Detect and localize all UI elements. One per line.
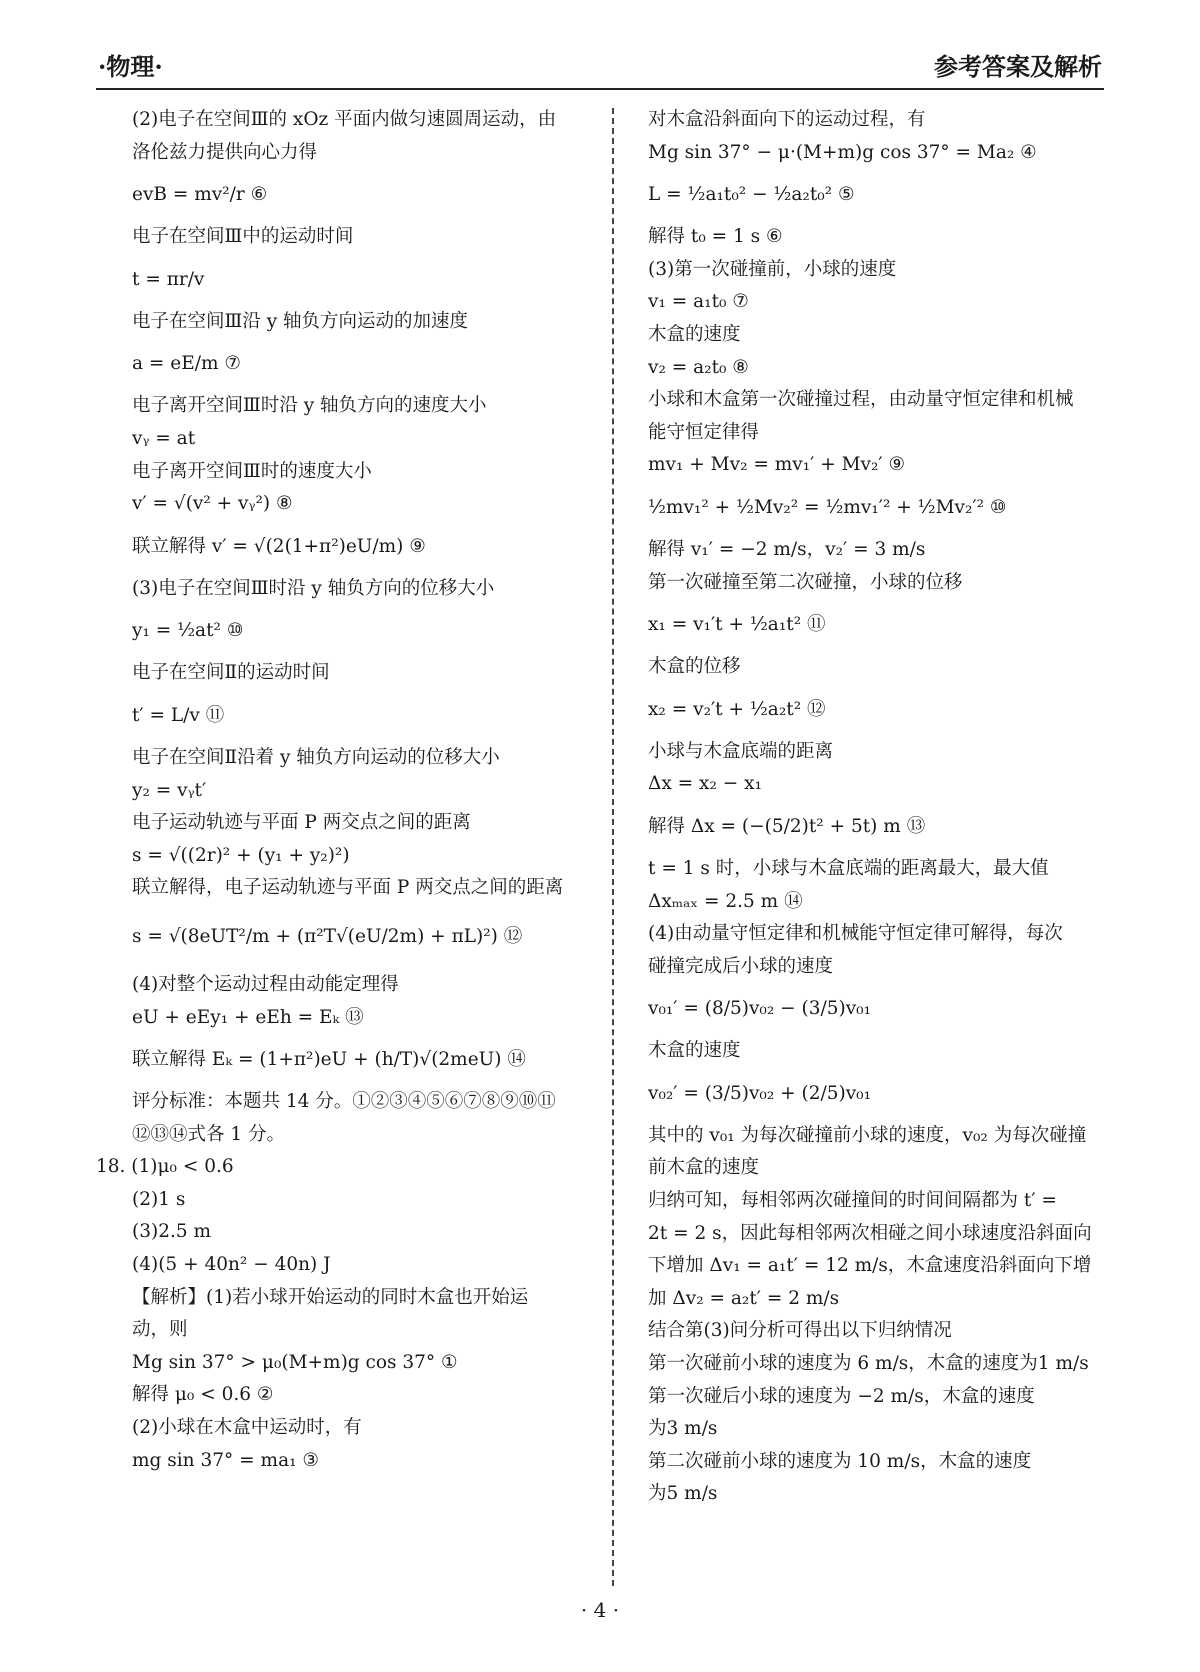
text-line: 电子在空间Ⅱ沿着 y 轴负方向运动的位移大小	[132, 746, 500, 768]
text-line: 解得 t₀ = 1 s ⑥	[648, 226, 783, 248]
text-line: 解得 Δx = (−(5/2)t² + 5t) m ⑬	[648, 815, 926, 837]
text-line: 小球和木盒第一次碰撞过程，由动量守恒定律和机械	[648, 389, 1074, 411]
text-line: 电子在空间Ⅱ的运动时间	[132, 662, 330, 684]
text-line: s = √((2r)² + (y₁ + y₂)²)	[132, 844, 350, 866]
text-line: 木盒的位移	[648, 656, 741, 678]
text-line: 结合第(3)问分析可得出以下归纳情况	[648, 1320, 952, 1342]
text-line: t′ = L/v ⑪	[132, 704, 225, 726]
text-line: Δxₘₐₓ = 2.5 m ⑭	[648, 890, 803, 912]
text-line: (3)电子在空间Ⅲ时沿 y 轴负方向的位移大小	[132, 577, 495, 599]
text-line: 动，则	[132, 1319, 188, 1341]
text-line: s = √(8eUT²/m + (π²T√(eU/2m) + πL)²) ⑫	[132, 925, 523, 947]
text-line: 电子在空间Ⅲ沿 y 轴负方向运动的加速度	[132, 310, 469, 332]
text-line: 前木盒的速度	[648, 1157, 760, 1179]
text-line: 下增加 Δv₁ = a₁t′ = 12 m/s，木盒速度沿斜面向下增	[648, 1255, 1092, 1277]
text-line: 木盒的速度	[648, 323, 741, 345]
text-line: 联立解得，电子运动轨迹与平面 P 两交点之间的距离	[132, 877, 564, 899]
text-line: mv₁ + Mv₂ = mv₁′ + Mv₂′ ⑨	[648, 454, 906, 476]
right-column	[648, 104, 1110, 1511]
text-line: eU + eEy₁ + eEh = Eₖ ⑬	[132, 1006, 364, 1028]
text-line: 电子离开空间Ⅲ时的速度大小	[132, 460, 372, 482]
text-line: ½mv₁² + ½Mv₂² = ½mv₁′² + ½Mv₂′² ⑩	[648, 496, 1007, 518]
text-line: 第一次碰前小球的速度为 6 m/s，木盒的速度为1 m/s	[648, 1353, 1089, 1375]
text-line: 2t = 2 s，因此每相邻两次相碰之间小球速度沿斜面向	[648, 1222, 1092, 1244]
text-line: 碰撞完成后小球的速度	[648, 955, 834, 977]
text-line: x₁ = v₁′t + ½a₁t² ⑪	[648, 614, 826, 636]
text-line: 解得 v₁′ = −2 m/s，v₂′ = 3 m/s	[648, 538, 926, 560]
text-line: 【解析】(1)若小球开始运动的同时木盒也开始运	[132, 1286, 529, 1308]
section-title: 参考答案及解析	[934, 52, 1102, 81]
text-line: 木盒的速度	[648, 1040, 741, 1062]
text-line: 18. (1)μ₀ < 0.6	[96, 1156, 234, 1178]
text-line: 能守恒定律得	[648, 421, 760, 443]
text-line: 第一次碰撞至第二次碰撞，小球的位移	[648, 571, 963, 593]
text-line: evB = mv²/r ⑥	[132, 184, 268, 206]
text-line: ⑫⑬⑭式各 1 分。	[132, 1123, 286, 1145]
text-line: (2)小球在木盒中运动时，有	[132, 1417, 362, 1439]
text-line: 为3 m/s	[648, 1418, 718, 1440]
text-line: 其中的 v₀₁ 为每次碰撞前小球的速度，v₀₂ 为每次碰撞	[648, 1124, 1087, 1146]
text-line: (3)2.5 m	[132, 1221, 212, 1243]
text-line: y₁ = ½at² ⑩	[132, 620, 244, 642]
text-line: y₂ = vᵧt′	[132, 779, 207, 801]
text-line: t = πr/v	[132, 268, 205, 290]
text-line: 电子在空间Ⅲ中的运动时间	[132, 226, 354, 248]
text-line: 第一次碰后小球的速度为 −2 m/s，木盒的速度	[648, 1385, 1035, 1407]
text-line: (4)对整个运动过程由动能定理得	[132, 973, 399, 995]
text-line: 洛伦兹力提供向心力得	[132, 141, 318, 163]
text-line: 电子运动轨迹与平面 P 两交点之间的距离	[132, 812, 471, 834]
page-header	[96, 48, 1104, 90]
text-line: x₂ = v₂′t + ½a₂t² ⑫	[648, 698, 826, 720]
text-line: 联立解得 v′ = √(2(1+π²)eU/m) ⑨	[132, 535, 426, 557]
text-line: Mg sin 37° > μ₀(M+m)g cos 37° ①	[132, 1351, 458, 1373]
text-line: 归纳可知，每相邻两次碰撞间的时间间隔都为 t′ =	[648, 1190, 1057, 1212]
text-line: (2)1 s	[132, 1188, 186, 1210]
text-line: v₁ = a₁t₀ ⑦	[648, 291, 749, 313]
text-line: mg sin 37° = ma₁ ③	[132, 1449, 319, 1471]
text-line: Mg sin 37° − μ·(M+m)g cos 37° = Ma₂ ④	[648, 141, 1037, 163]
text-line: 第二次碰前小球的速度为 10 m/s，木盒的速度	[648, 1450, 1032, 1472]
text-line: t = 1 s 时，小球与木盒底端的距离最大，最大值	[648, 857, 1049, 879]
text-line: 解得 μ₀ < 0.6 ②	[132, 1384, 274, 1406]
text-line: 评分标准：本题共 14 分。①②③④⑤⑥⑦⑧⑨⑩⑪	[132, 1091, 556, 1113]
text-line: v₂ = a₂t₀ ⑧	[648, 356, 749, 378]
text-line: 小球与木盒底端的距离	[648, 740, 834, 762]
text-line: (4)(5 + 40n² − 40n) J	[132, 1254, 331, 1276]
text-line: v′ = √(v² + vᵧ²) ⑧	[132, 493, 293, 515]
text-line: 电子离开空间Ⅲ时沿 y 轴负方向的速度大小	[132, 395, 487, 417]
column-divider	[612, 108, 614, 1586]
text-line: v₀₂′ = (3/5)v₀₂ + (2/5)v₀₁	[648, 1082, 871, 1104]
text-line: (2)电子在空间Ⅲ的 xOz 平面内做匀速圆周运动，由	[132, 109, 557, 130]
text-line: v₀₁′ = (8/5)v₀₂ − (3/5)v₀₁	[648, 998, 871, 1020]
text-line: Δx = x₂ − x₁	[648, 773, 763, 795]
text-line: 为5 m/s	[648, 1483, 718, 1505]
text-line: (4)由动量守恒定律和机械能守恒定律可解得，每次	[648, 923, 1063, 945]
text-line: 加 Δv₂ = a₂t′ = 2 m/s	[648, 1287, 840, 1309]
page-number: · 4 ·	[580, 1598, 620, 1622]
text-line: L = ½a₁t₀² − ½a₂t₀² ⑤	[648, 184, 855, 206]
text-line: (3)第一次碰撞前，小球的速度	[648, 258, 897, 280]
text-line: a = eE/m ⑦	[132, 353, 241, 375]
text-line: vᵧ = at	[132, 427, 196, 449]
subject-label: ·物理·	[98, 52, 163, 81]
text-line: 对木盒沿斜面向下的运动过程，有	[648, 109, 926, 130]
left-column	[96, 104, 602, 1477]
text-line: 联立解得 Eₖ = (1+π²)eU + (h/T)√(2meU) ⑭	[132, 1049, 526, 1071]
